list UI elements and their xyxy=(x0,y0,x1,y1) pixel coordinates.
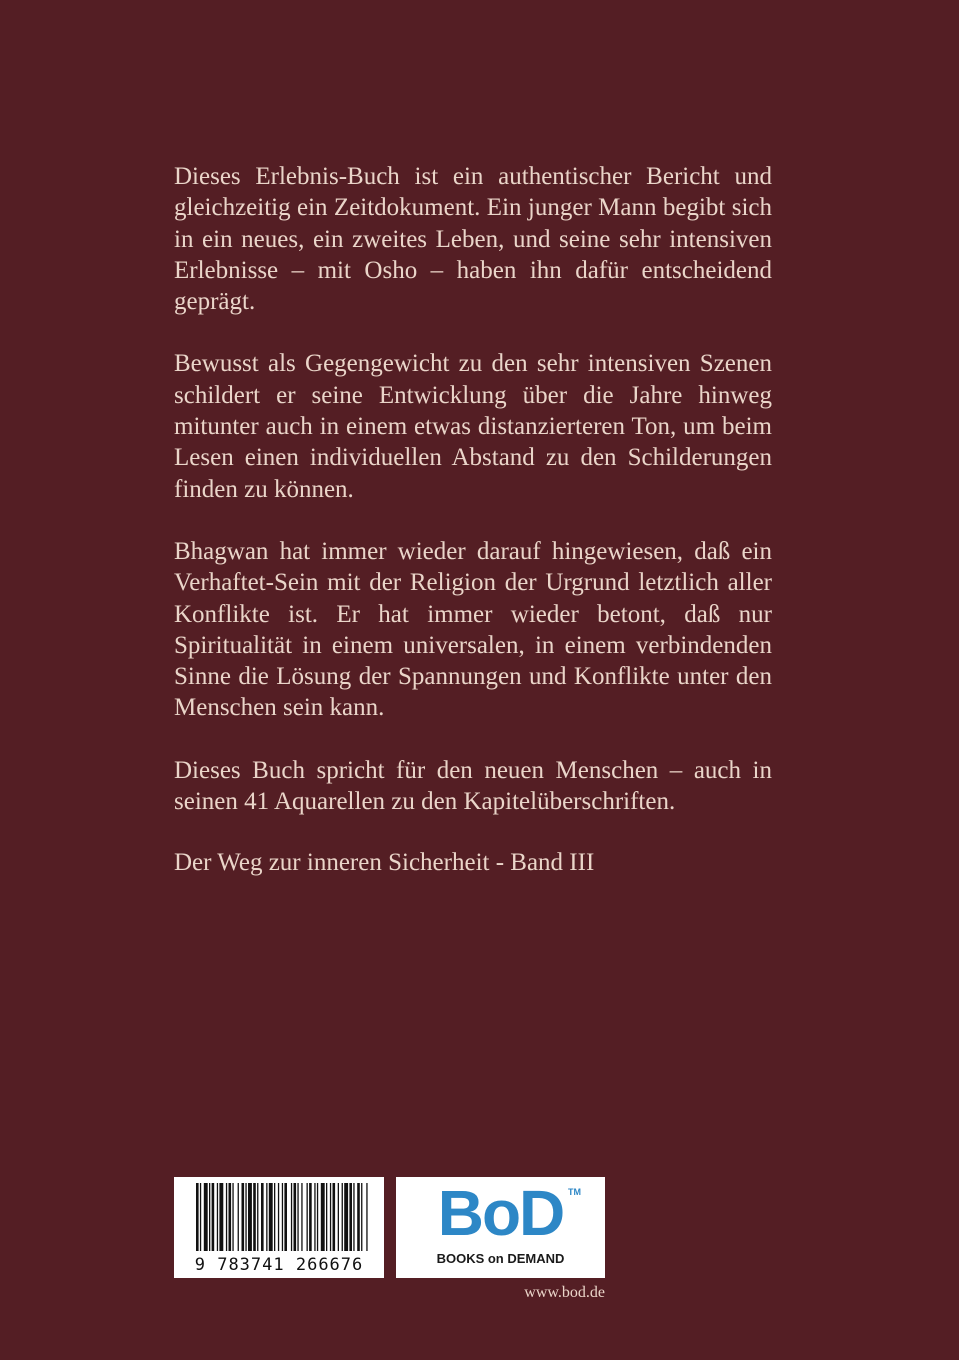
isbn-number: 9 783741 266676 xyxy=(194,1255,364,1275)
blurb-paragraph-2: Bewusst als Gegengewicht zu den sehr intensiven Szenen schildert er seine Entwicklung über die Jahre hinweg mitunter auch in einem etwas distanzierteren Ton, um beim Lesen einen individuellen Abstand zu den Schilderungen finden zu können. xyxy=(174,350,772,503)
blurb-text xyxy=(174,161,772,879)
isbn-barcode xyxy=(174,1177,384,1278)
blurb-paragraph-1: Dieses Erlebnis-Buch ist ein authentischer Bericht und gleichzeitig ein Zeitdokument. Ein junger Mann begibt sich in ein neues, ein zweites Leben, und seine sehr intensiven Erlebnisse – mit Osho – haben ihn dafür entscheidend geprägt. xyxy=(174,163,772,316)
trademark-mark: TM xyxy=(568,1187,581,1197)
blurb-paragraph-4: Dieses Buch spricht für den neuen Menschen – auch in seinen 41 Aquarellen zu den Kapitelüberschriften. xyxy=(174,756,772,816)
bod-logo-text: BoD xyxy=(437,1177,564,1249)
logo-tagline: BOOKS on DEMAND xyxy=(436,1251,565,1266)
publisher-website: www.bod.de xyxy=(524,1284,605,1301)
blurb-paragraph-3: Bhagwan hat immer wieder darauf hingewiesen, daß ein Verhaftet-Sein mit der Religion der Urgrund letztlich aller Konflikte ist. Er hat immer wieder betont, daß nur Spiritualität in einem universalen, in einem verbindenden Sinne die Lösung der Spannungen und Konflikte unter den Menschen sein kann. xyxy=(174,537,772,722)
series-title: Der Weg zur inneren Sicherheit - Band III xyxy=(174,849,595,877)
publisher-logo xyxy=(396,1177,605,1278)
